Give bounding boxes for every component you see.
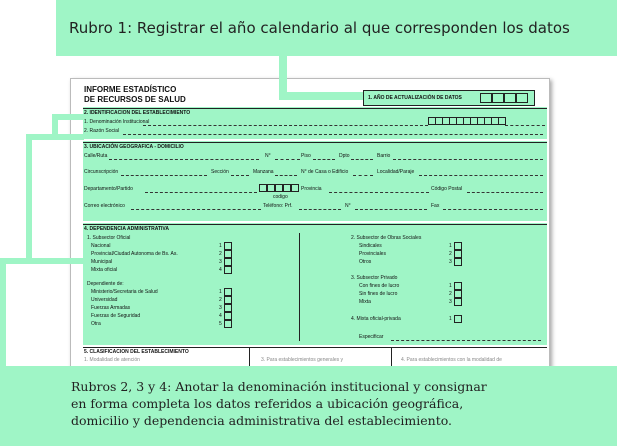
correo-label: Correo electrónico — [84, 203, 125, 209]
bracket-rubro4-top — [0, 258, 84, 264]
depto-code-box-5[interactable] — [291, 184, 299, 192]
subsector-oficial-label: 1. Subsector Oficial — [87, 235, 131, 241]
dep-fuerzas-armadas: Fuerzas Armadas — [91, 305, 131, 311]
depto-code-box-1[interactable] — [259, 184, 267, 192]
year-row — [363, 90, 535, 106]
localidad-label: Localidad/Paraje — [377, 169, 415, 175]
circunscripcion-field[interactable] — [121, 175, 207, 176]
mixta-checkbox[interactable] — [454, 315, 462, 323]
subsector-privado-label: 3. Subsector Privado — [351, 275, 398, 281]
piso-label: Piso — [301, 153, 311, 159]
depto-code-box-2[interactable] — [267, 184, 275, 192]
privado-num-3: 3 — [449, 299, 452, 305]
oficial-checkbox-4[interactable] — [224, 266, 232, 274]
form-title-2: DE RECURSOS DE SALUD — [84, 95, 186, 104]
section-2-title: 2. IDENTIFICACION DEL ESTABLECIMIENTO — [84, 110, 191, 116]
piso-field[interactable] — [313, 159, 335, 160]
year-box-4[interactable] — [516, 93, 528, 103]
denominacion-field[interactable] — [143, 125, 428, 126]
callout-bottom-line-1: Rubros 2, 3 y 4: Anotar la denominación institucional y consignar — [71, 379, 487, 394]
casa-field[interactable] — [353, 175, 373, 176]
fax-field[interactable] — [443, 209, 543, 210]
form-sheet — [70, 78, 550, 370]
telefono-prefijo-field[interactable] — [299, 209, 341, 210]
section-5-title: 5. CLASIFICACION DEL ESTABLECIMIENTO — [84, 349, 189, 355]
dep-num-2: 2 — [219, 297, 222, 303]
obras-num-2: 2 — [449, 251, 452, 257]
barrio-field[interactable] — [393, 159, 543, 160]
bracket-rubro3-top — [26, 134, 84, 140]
provincia-label: Provincia — [301, 186, 322, 192]
section-4-dependencia — [83, 223, 547, 345]
section-5-col-3: 4. Para establecimientos con la modalidad de — [401, 357, 502, 363]
telefono-label: Teléfono: Prf. — [263, 203, 293, 209]
oficial-num-3: 3 — [219, 259, 222, 265]
manzana-label: Manzana — [253, 169, 274, 175]
obras-sindicales: Sindicales — [359, 243, 382, 249]
depto-code-box-4[interactable] — [283, 184, 291, 192]
numero-field[interactable] — [275, 159, 300, 160]
mixta-oficial-privada-label: 4. Mixta oficial-privada — [351, 316, 401, 322]
razon-social-field[interactable] — [123, 134, 543, 135]
oficial-mixta: Mixta oficial — [91, 267, 118, 273]
obras-checkbox-3[interactable] — [454, 258, 462, 266]
codigo-postal-label: Código Postal — [431, 186, 463, 192]
dep-otra: Otra — [91, 321, 101, 327]
correo-field[interactable] — [131, 209, 261, 210]
section-5-col-1: 1. Modalidad de atención — [84, 357, 140, 363]
dep-num-3: 3 — [219, 305, 222, 311]
oficial-provincial: Provincial/Ciudad Autonoma de Bs. As. — [91, 251, 178, 257]
seccion-label: Sección — [211, 169, 229, 175]
obras-provinciales: Provinciales — [359, 251, 386, 257]
numero-label: N° — [265, 153, 271, 159]
telefono-numero-label: N° — [345, 203, 351, 209]
dependiente-de-label: Dependiente de: — [87, 281, 124, 287]
calle-field[interactable] — [109, 159, 259, 160]
oficial-num-2: 2 — [219, 251, 222, 257]
privado-checkbox-2[interactable] — [454, 290, 462, 298]
barrio-label: Barrio — [377, 153, 391, 159]
section-2-identificacion — [83, 107, 547, 139]
year-label: 1. AÑO DE ACTUALIZACIÓN DE DATOS — [368, 95, 462, 101]
denominacion-label: 1. Denominación Institucional — [84, 119, 150, 125]
year-box-2[interactable] — [492, 93, 504, 103]
dep-checkbox-5[interactable] — [224, 320, 232, 328]
connector-rubro1-horizontal — [279, 92, 365, 100]
oficial-checkbox-1[interactable] — [224, 242, 232, 250]
oficial-municipal: Municipal — [91, 259, 113, 265]
bracket-rubro3-left — [26, 134, 32, 264]
callout-bottom — [0, 366, 617, 446]
section-5-col-2: 3. Para establecimientos generales y — [261, 357, 343, 363]
telefono-numero-field[interactable] — [355, 209, 427, 210]
privado-con-fines: Con fines de lucro — [359, 283, 400, 289]
manzana-field[interactable] — [275, 175, 297, 176]
callout-top — [56, 0, 617, 56]
year-box-3[interactable] — [504, 93, 516, 103]
oficial-num-1: 1 — [219, 243, 222, 249]
privado-checkbox-1[interactable] — [454, 282, 462, 290]
dpto-label: Dpto — [339, 153, 350, 159]
section-3-title: 3. UBICACIÓN GEOGRAFICA - DOMICILIO — [84, 144, 184, 150]
obras-otros: Otros — [359, 259, 372, 265]
obras-checkbox-2[interactable] — [454, 250, 462, 258]
codigo-label: codigo — [273, 194, 288, 200]
dpto-field[interactable] — [351, 159, 373, 160]
dep-num-4: 4 — [219, 313, 222, 319]
obras-num-3: 3 — [449, 259, 452, 265]
codigo-postal-field[interactable] — [467, 192, 543, 193]
razon-social-label: 2. Razón Social — [84, 128, 120, 134]
casa-label: N° de Casa o Edificio — [301, 169, 349, 175]
form-title-1: INFORME ESTADÍSTICO — [84, 85, 177, 94]
obras-checkbox-1[interactable] — [454, 242, 462, 250]
calle-label: Calle/Ruta — [84, 153, 108, 159]
privado-sin-fines: Sin fines de lucro — [359, 291, 398, 297]
year-box-1[interactable] — [480, 93, 492, 103]
oficial-checkbox-2[interactable] — [224, 250, 232, 258]
departamento-field[interactable] — [145, 192, 257, 193]
especificar-field[interactable] — [391, 340, 541, 341]
subsector-obras-sociales-label: 2. Subsector de Obras Sociales — [351, 235, 422, 241]
dep-ministerio: Ministerio/Secretaria de Salud — [91, 289, 158, 295]
denominacion-code-box-11[interactable] — [498, 117, 506, 125]
dep-checkbox-1[interactable] — [224, 288, 232, 296]
fax-label: Fax — [431, 203, 440, 209]
section-3-ubicacion — [83, 141, 547, 221]
privado-num-1: 1 — [449, 283, 452, 289]
circunscripcion-label: Circunscripción — [84, 169, 119, 175]
localidad-field[interactable] — [419, 175, 543, 176]
depto-code-box-3[interactable] — [275, 184, 283, 192]
dep-checkbox-3[interactable] — [224, 304, 232, 312]
obras-num-1: 1 — [449, 243, 452, 249]
section-4-divider — [299, 233, 300, 341]
privado-checkbox-3[interactable] — [454, 298, 462, 306]
dep-universidad: Universidad — [91, 297, 118, 303]
oficial-checkbox-3[interactable] — [224, 258, 232, 266]
seccion-field[interactable] — [231, 175, 249, 176]
callout-bottom-line-2: en forma completa los datos referidos a ubicación geográfica, — [71, 396, 464, 411]
callout-top-text: Rubro 1: Registrar el año calendario al que corresponden los datos — [69, 19, 570, 37]
oficial-num-4: 4 — [219, 267, 222, 273]
dep-num-1: 1 — [219, 289, 222, 295]
especificar-label: Especificar — [359, 334, 384, 340]
privado-num-2: 2 — [449, 291, 452, 297]
provincia-field[interactable] — [329, 192, 429, 193]
departamento-label: Departamento/Partido — [84, 186, 133, 192]
privado-mixta: Mixta — [359, 299, 371, 305]
dep-num-5: 5 — [219, 321, 222, 327]
dep-fuerzas-seguridad: Fuerzas de Seguridad — [91, 313, 141, 319]
oficial-nacional: Nacional — [91, 243, 111, 249]
dep-checkbox-4[interactable] — [224, 312, 232, 320]
dep-checkbox-2[interactable] — [224, 296, 232, 304]
mixta-num-1: 1 — [449, 316, 452, 322]
callout-bottom-line-3: domicilio y dependencia administrativa del establecimiento. — [71, 413, 453, 428]
section-4-title: 4. DEPENDENCIA ADMINISTRATIVA — [84, 226, 170, 232]
